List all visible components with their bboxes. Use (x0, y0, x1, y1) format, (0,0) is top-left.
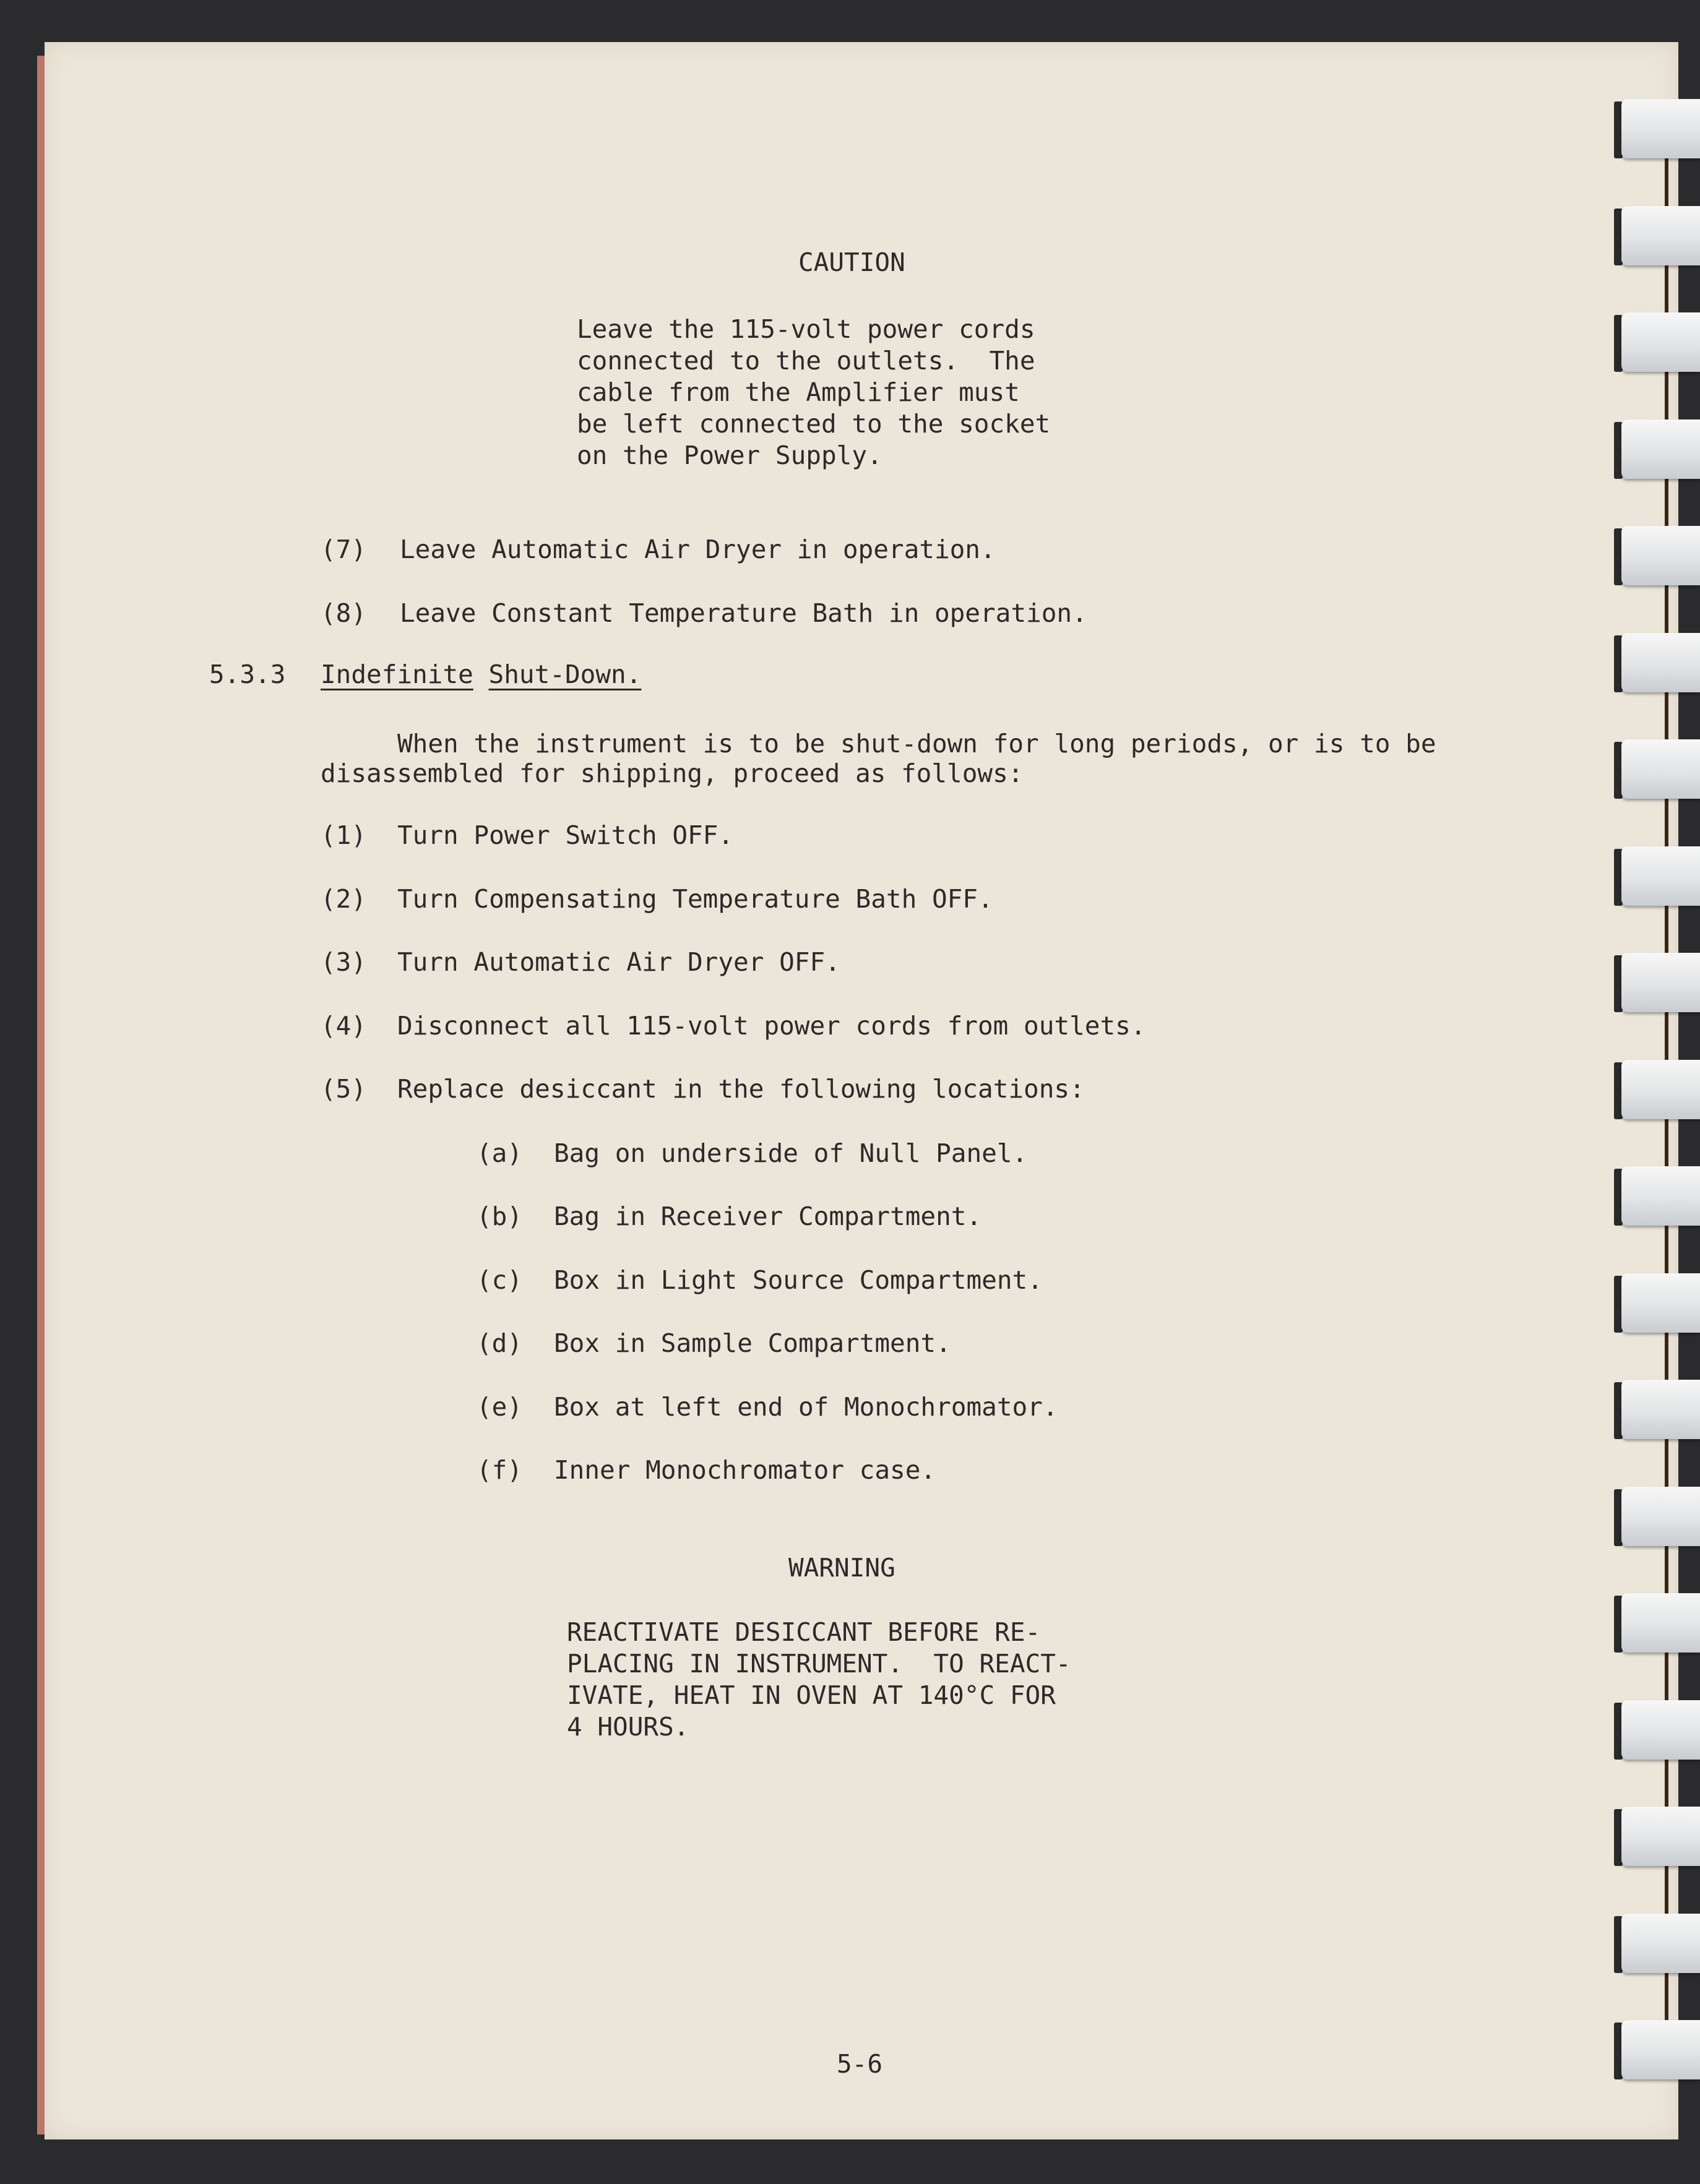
substep-letter: (e) (477, 1392, 523, 1422)
binding-ring (1614, 1166, 1700, 1228)
binding-ring (1614, 1914, 1700, 1975)
step-text: Leave Automatic Air Dryer in operation. (400, 535, 996, 564)
substep-text: Bag on underside of Null Panel. (554, 1138, 1028, 1168)
section-title-word: Shut (488, 660, 550, 689)
binding-ring (1614, 846, 1700, 908)
binding-ring (1614, 1487, 1700, 1549)
substep-text: Box in Sample Compartment. (554, 1328, 951, 1358)
step-number: (4) (321, 1011, 367, 1041)
intro-line: When the instrument is to be shut-down for long periods, or is to be (397, 729, 1436, 759)
binding-ring (1614, 1807, 1700, 1868)
binding-ring (1614, 99, 1700, 161)
substep-text: Inner Monochromator case. (554, 1455, 936, 1485)
substep-letter: (a) (477, 1138, 523, 1168)
binding-ring (1614, 526, 1700, 588)
binding-ring (1614, 953, 1700, 1015)
page-number: 5-6 (837, 2049, 883, 2079)
substep-text: Box in Light Source Compartment. (554, 1265, 1043, 1295)
caution-heading: CAUTION (798, 247, 905, 277)
step-text: Disconnect all 115-volt power cords from outlets. (397, 1011, 1146, 1041)
binding-ring (1614, 633, 1700, 695)
binding-ring (1614, 1273, 1700, 1335)
step-number: (7) (321, 535, 367, 564)
section-title (321, 658, 641, 690)
warning-line: IVATE, HEAT IN OVEN AT 140°C FOR (567, 1680, 1056, 1710)
binding-ring (1614, 419, 1700, 481)
substep-letter: (b) (477, 1202, 523, 1231)
warning-line: 4 HOURS. (567, 1712, 689, 1742)
warning-heading: WARNING (788, 1553, 895, 1583)
caution-line: cable from the Amplifier must (577, 377, 1020, 407)
step-number: (3) (321, 947, 367, 977)
binding-ring (1614, 1060, 1700, 1122)
step-number: (1) (321, 820, 367, 850)
binding-ring (1614, 1700, 1700, 1762)
caution-line: be left connected to the socket (577, 409, 1051, 439)
step-number: (5) (321, 1074, 367, 1104)
intro-line: disassembled for shipping, proceed as follows: (321, 759, 1024, 788)
section-title-word: Indefinite (321, 660, 473, 689)
binding-ring (1614, 739, 1700, 801)
step-text: Turn Power Switch OFF. (397, 820, 734, 850)
binding-ring (1614, 312, 1700, 374)
caution-line: Leave the 115-volt power cords (577, 314, 1035, 344)
section-number: 5.3.3 (209, 660, 286, 689)
caution-line: on the Power Supply. (577, 441, 882, 470)
binding-ring (1614, 206, 1700, 268)
binding-ring (1614, 1380, 1700, 1442)
substep-letter: (c) (477, 1265, 523, 1295)
caution-line: connected to the outlets. The (577, 346, 1035, 376)
substep-letter: (d) (477, 1328, 523, 1358)
binding-ring (1614, 1593, 1700, 1655)
step-text: Leave Constant Temperature Bath in operation. (400, 598, 1087, 628)
step-text: Turn Compensating Temperature Bath OFF. (397, 884, 993, 914)
substep-text: Box at left end of Monochromator. (554, 1392, 1058, 1422)
warning-line: PLACING IN INSTRUMENT. TO REACT- (567, 1649, 1071, 1679)
step-number: (2) (321, 884, 367, 914)
substep-letter: (f) (477, 1455, 523, 1485)
step-text: Turn Automatic Air Dryer OFF. (397, 947, 840, 977)
section-title-word: -Down. (550, 660, 642, 689)
step-text: Replace desiccant in the following locations: (397, 1074, 1085, 1104)
warning-line: REACTIVATE DESICCANT BEFORE RE- (567, 1617, 1041, 1647)
step-number: (8) (321, 598, 367, 628)
substep-text: Bag in Receiver Compartment. (554, 1202, 982, 1231)
binding-ring (1614, 2020, 1700, 2082)
